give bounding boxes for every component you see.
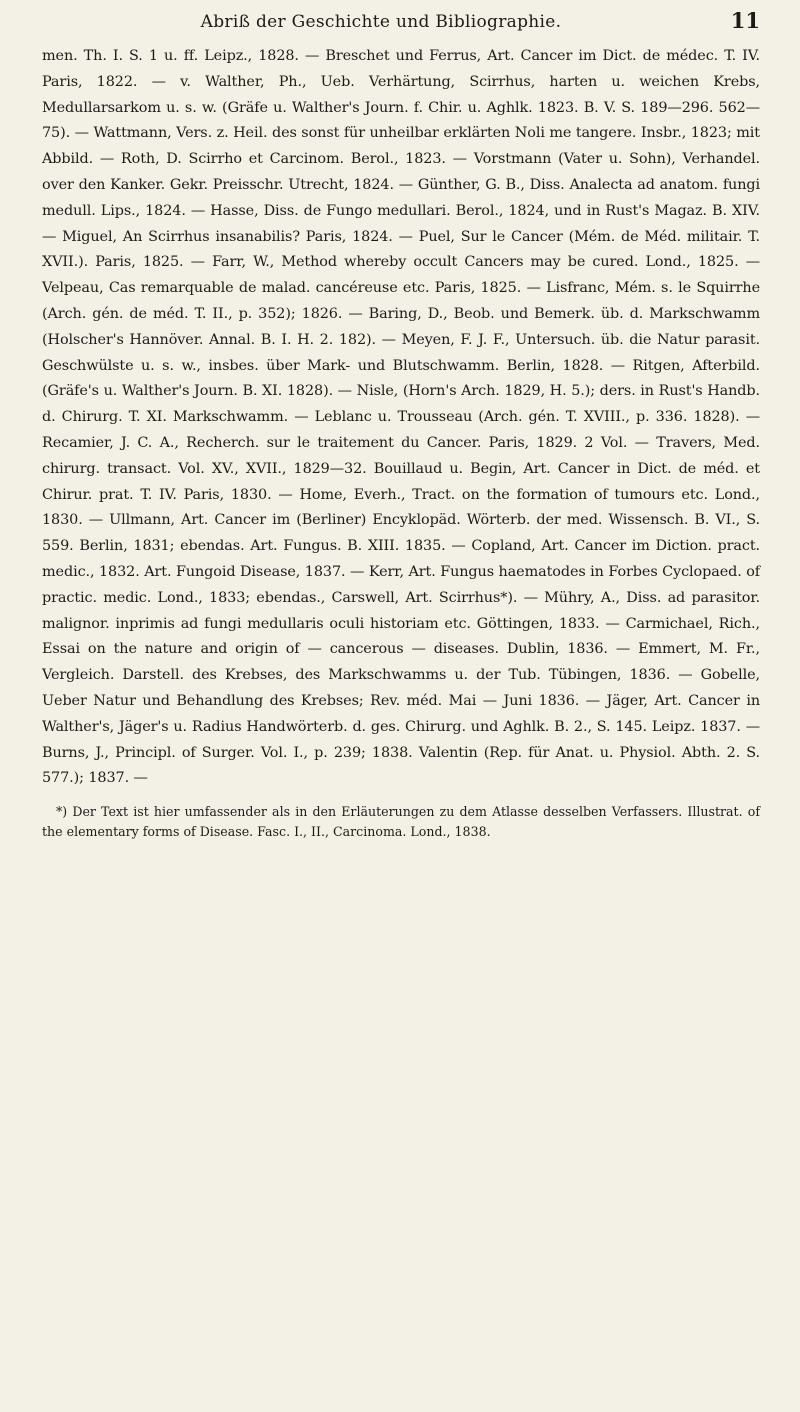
page-header — [42, 0, 760, 44]
bibliography-text: men. Th. I. S. 1 u. ff. Leipz., 1828. — Breschet und Ferrus, Art. Cancer im Dict. de médec. T. IV. Paris, 1822. — v. Walther, Ph., Ueb. Verhärtung, Scirrhus, harten u. weichen Krebs, Medullarsarkom u. s. w. (Gräfe u. Walther's Journ. f. Chir. u. Aghlk. 1823. B. V. S. 189—296. 562—75). — Wattmann, Vers. z. Heil. des sonst für unheilbar erklärten Noli me tangere. Insbr., 1823; mit Abbild. — Roth, D. Scirrho et Carcinom. Berol., 1823. — Vorstmann (Vater u. Sohn), Verhandel. over den Kanker. Gekr. Preisschr. Utrecht, 1824. — Günther, G. B., Diss. Analecta ad anatom. fungi medull. Lips., 1824. — Hasse, Diss. de Fungo medullari. Berol., 1824, und in Rust's Magaz. B. XIV. — Miguel, An Scirrhus insanabilis? Paris, 1824. — Puel, Sur le Cancer (Mém. de Méd. militair. T. XVII.). Paris, 1825. — Farr, W., Method whereby occult Cancers may be cured. Lond., 1825. — Velpeau, Cas remarquable de malad. cancéreuse etc. Paris, 1825. — Lisfranc, Mém. s. le Squirrhe (Arch. gén. de méd. T. II., p. 352); 1826. — Baring, D., Beob. und Bemerk. üb. d. Markschwamm (Holscher's Hannöver. Annal. B. I. H. 2. 182). — Meyen, F. J. F., Untersuch. üb. die Natur parasit. Geschwülste u. s. w., insbes. über Mark- und Blutschwamm. Berlin, 1828. — Ritgen, Afterbild. (Gräfe's u. Walther's Journ. B. XI. 1828). — Nisle, (Horn's Arch. 1829, H. 5.); ders. in Rust's Handb. d. Chirurg. T. XI. Markschwamm. — Leblanc u. Trousseau (Arch. gén. T. XVIII., p. 336. 1828). — Recamier, J. C. A., Recherch. sur le traitement du Cancer. Paris, 1829. 2 Vol. — Travers, Med. chirurg. transact. Vol. XV., XVII., 1829—32. Bouillaud u. Begin, Art. Cancer in Dict. de méd. et Chirur. prat. T. IV. Paris, 1830. — Home, Everh., Tract. on the formation of tumours etc. Lond., 1830. — Ullmann, Art. Cancer im (Berliner) Encyklopäd. Wörterb. der med. Wissensch. B. VI., S. 559. Berlin, 1831; ebendas. Art. Fungus. B. XIII. 1835. — Copland, Art. Cancer im Diction. pract. medic., 1832. Art. Fungoid Disease, 1837. — Kerr, Art. Fungus haematodes in Forbes Cyclopaed. of practic. medic. Lond., 1833; ebendas., Carswell, Art. Scirrhus*). — Mühry, A., Diss. ad parasitor. malignor. inprimis ad fungi medullaris oculi historiam etc. Göttingen, 1833. — Carmichael, Rich., Essai on the nature and origin of — cancerous — diseases. Dublin, 1836. — Emmert, M. Fr., Vergleich. Darstell. des Krebses, des Markschwamms u. der Tub. Tübingen, 1836. — Gobelle, Ueber Natur und Behandlung des Krebses; Rev. méd. Mai — Juni 1836. — Jäger, Art. Cancer in Walther's, Jäger's u. Radius Handwörterb. d. ges. Chirurg. und Aghlk. B. 2., S. 145. Leipz. 1837. — Burns, J., Principl. of Surger. Vol. I., p. 239; 1838. Valentin (Rep. für Anat. u. Physiol. Abth. 2. S. 577.); 1837. — — [42, 48, 760, 787]
running-head: Abriß der Geschichte und Bibliographie. — [200, 12, 562, 32]
footnote: *) Der Text ist hier umfassender als in den Erläuterungen zu dem Atlasse desselben Verfassers. Illustrat. of the elementary forms of Disease. Fasc. I., II., Carcinoma. Lond., 1838. — [42, 804, 760, 839]
page-number: 11 — [730, 8, 760, 33]
